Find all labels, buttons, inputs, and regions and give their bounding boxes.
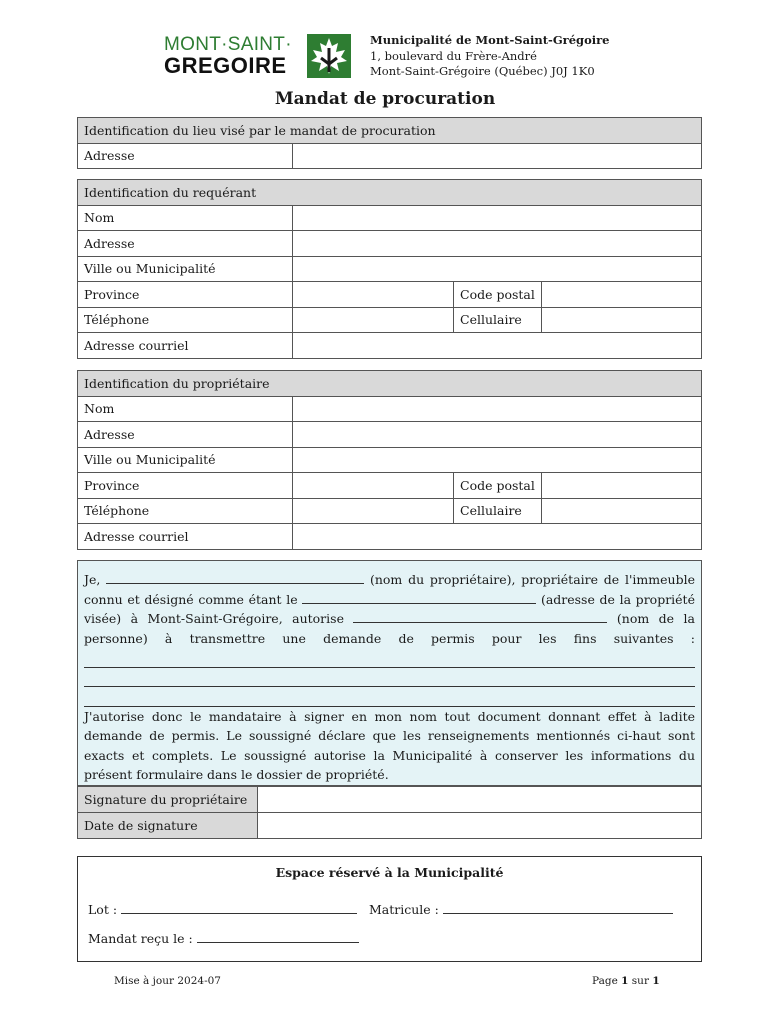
proprietaire-nom-label: Nom xyxy=(78,396,293,422)
proprietaire-cellulaire-label: Cellulaire xyxy=(454,498,542,524)
proprietaire-courriel-field[interactable] xyxy=(293,524,702,550)
requerant-courriel-label: Adresse courriel xyxy=(78,333,293,359)
maple-leaf-icon xyxy=(307,34,351,78)
page-title: Mandat de procuration xyxy=(274,89,496,109)
municipality-address xyxy=(370,33,609,80)
document-header xyxy=(0,0,770,90)
requerant-province-label: Province xyxy=(78,282,293,308)
proprietaire-table xyxy=(77,370,702,550)
purpose-line-1[interactable] xyxy=(84,648,695,668)
requerant-heading: Identification du requérant xyxy=(78,180,702,206)
purpose-line-2[interactable] xyxy=(84,668,695,688)
property-address-blank[interactable] xyxy=(302,590,536,604)
logo-line1: MONT·SAINT· xyxy=(164,34,292,55)
decl-text-b: (nom du propriétaire), propriétaire de l'immeuble connu et désigné comme étant le xyxy=(84,572,695,607)
proprietaire-ville-field[interactable] xyxy=(293,447,702,473)
lieu-table xyxy=(77,117,702,169)
owner-name-blank[interactable] xyxy=(106,570,364,584)
org-name: Municipalité de Mont-Saint-Grégoire xyxy=(370,33,610,47)
requerant-nom-field[interactable] xyxy=(293,205,702,231)
decl-text-c: (adresse de la propriété visée) à Mont-Saint-Grégoire, autorise xyxy=(84,591,695,626)
proprietaire-province-label: Province xyxy=(78,473,293,499)
page-total: 1 xyxy=(652,975,660,987)
proprietaire-telephone-label: Téléphone xyxy=(78,498,293,524)
lieu-heading: Identification du lieu visé par le mandat de procuration xyxy=(78,118,702,144)
page-current: 1 xyxy=(621,975,629,987)
mandat-recu-field[interactable] xyxy=(197,930,359,943)
decl-text-d: (nom de la personne) à transmettre une demande de permis pour les fins suivantes : xyxy=(84,611,695,646)
reserved-box xyxy=(77,856,702,962)
signature-date-label: Date de signature xyxy=(78,813,258,839)
requerant-courriel-field[interactable] xyxy=(293,333,702,359)
page-number xyxy=(592,975,660,987)
proprietaire-courriel-label: Adresse courriel xyxy=(78,524,293,550)
lot-label: Lot : xyxy=(88,902,118,917)
requerant-ville-field[interactable] xyxy=(293,256,702,282)
signature-table xyxy=(77,786,702,839)
lieu-address-field[interactable] xyxy=(293,143,702,169)
requerant-telephone-label: Téléphone xyxy=(78,307,293,333)
requerant-code-postal-field[interactable] xyxy=(542,282,702,308)
requerant-table xyxy=(77,179,702,359)
page-sep: sur xyxy=(631,975,649,987)
proprietaire-adresse-field[interactable] xyxy=(293,422,702,448)
requerant-adresse-field[interactable] xyxy=(293,231,702,257)
lot-field[interactable] xyxy=(121,901,357,914)
municipality-logo xyxy=(164,34,354,78)
requerant-nom-label: Nom xyxy=(78,205,293,231)
reserved-title: Espace réservé à la Municipalité xyxy=(275,865,504,880)
proprietaire-telephone-field[interactable] xyxy=(293,498,454,524)
signature-label: Signature du propriétaire xyxy=(78,787,258,813)
update-date: Mise à jour 2024-07 xyxy=(114,975,221,987)
requerant-code-postal-label: Code postal xyxy=(454,282,542,308)
logo-line2: GREGOIRE xyxy=(164,53,287,78)
mandatary-name-blank[interactable] xyxy=(353,609,607,623)
matricule-field[interactable] xyxy=(443,901,673,914)
matricule-label: Matricule : xyxy=(368,902,439,917)
page-prefix: Page xyxy=(592,975,618,987)
proprietaire-code-postal-field[interactable] xyxy=(542,473,702,499)
requerant-cellulaire-field[interactable] xyxy=(542,307,702,333)
signature-date-field[interactable] xyxy=(258,813,702,839)
requerant-telephone-field[interactable] xyxy=(293,307,454,333)
signature-field[interactable] xyxy=(258,787,702,813)
proprietaire-nom-field[interactable] xyxy=(293,396,702,422)
proprietaire-heading: Identification du propriétaire xyxy=(78,371,702,397)
reserved-row-2 xyxy=(88,930,359,946)
declaration-box xyxy=(77,560,702,786)
proprietaire-province-field[interactable] xyxy=(293,473,454,499)
decl-text-je: Je, xyxy=(84,572,101,587)
requerant-cellulaire-label: Cellulaire xyxy=(454,307,542,333)
purpose-line-3[interactable] xyxy=(84,687,695,707)
requerant-province-field[interactable] xyxy=(293,282,454,308)
declaration-paragraph-2: J'autorise donc le mandataire à signer en mon nom tout document donnant effet à ladite demande de permis. Le soussigné déclare que les renseignements mentionnés ci-haut sont exacts et complets. Le soussigné autorise la Municipalité à conserver les informations du présent formulaire dans le dossier de propriété. xyxy=(84,708,695,782)
proprietaire-cellulaire-field[interactable] xyxy=(542,498,702,524)
declaration-paragraph-1 xyxy=(84,570,695,648)
address-line-1: 1, boulevard du Frère-André xyxy=(370,48,537,63)
requerant-adresse-label: Adresse xyxy=(78,231,293,257)
proprietaire-code-postal-label: Code postal xyxy=(454,473,542,499)
address-line-2: Mont-Saint-Grégoire (Québec) J0J 1K0 xyxy=(370,64,595,78)
proprietaire-adresse-label: Adresse xyxy=(78,422,293,448)
reserved-row-1 xyxy=(88,901,673,917)
lieu-address-label: Adresse xyxy=(78,143,293,169)
mandat-recu-label: Mandat reçu le : xyxy=(88,931,193,946)
requerant-ville-label: Ville ou Municipalité xyxy=(78,256,293,282)
proprietaire-ville-label: Ville ou Municipalité xyxy=(78,447,293,473)
